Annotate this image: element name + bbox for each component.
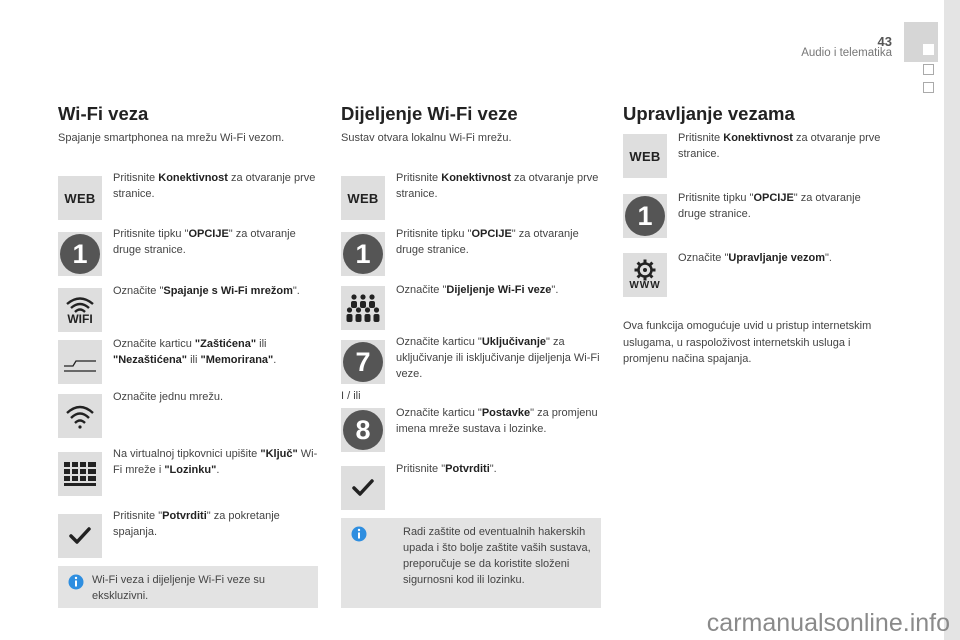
col2-title: Dijeljenje Wi-Fi veze (341, 103, 518, 124)
tab-icon[interactable] (58, 340, 102, 384)
col3-step-3: Označite "Upravljanje vezom". (678, 252, 832, 264)
wifi-icon[interactable] (58, 394, 102, 438)
col2-note-text: Radi zaštite od eventualnih hakerskih upada i što bolje zaštite vaših sustava, preporučuje se da koristite složeni sigurnosni kod ili lozinku. (403, 526, 591, 586)
checkmark-icon[interactable] (341, 466, 385, 510)
col2-step-3: Označite "Dijeljenje Wi-Fi veze". (396, 284, 559, 296)
check-icon (352, 479, 374, 497)
keyboard-icon[interactable] (58, 452, 102, 496)
nav-square[interactable] (923, 82, 934, 93)
page-section: Audio i telematika (801, 47, 892, 59)
checkmark-icon[interactable] (58, 514, 102, 558)
wifi-waves-icon (65, 403, 95, 429)
info-icon (68, 574, 84, 590)
keyboard-grid-icon (63, 461, 97, 487)
col1-info-note (58, 566, 318, 608)
number-7-icon[interactable]: 7 (341, 340, 385, 384)
col3-step-1: Pritisnite Konektivnost za otvaranje prve stranice. (678, 132, 881, 160)
check-icon (69, 527, 91, 545)
col2-step-4: Označite karticu "Uključivanje" za uključivanje ili isključivanje dijeljenja Wi-Fi veze. (396, 336, 600, 380)
col1-title: Wi-Fi veza (58, 103, 149, 124)
web-icon[interactable]: WEB (58, 176, 102, 220)
page-number: 43 (877, 34, 892, 49)
col2-step-5: Označite karticu "Postavke" za promjenu imena mreže sustava i lozinke. (396, 407, 598, 435)
page-edge-strip (944, 0, 960, 640)
col2-step-6: Pritisnite "Potvrditi". (396, 463, 497, 475)
col1-step-1: Pritisnite Konektivnost za otvaranje prve stranice. (113, 172, 316, 200)
col1-step-6: Na virtualnoj tipkovnici upišite "Ključ" Wi-Fi mreže i "Lozinku". (113, 448, 318, 476)
gear-icon (634, 259, 656, 281)
col2-step-1: Pritisnite Konektivnost za otvaranje prve stranice. (396, 172, 599, 200)
nav-square[interactable] (923, 64, 934, 75)
www-settings-icon[interactable] (623, 253, 667, 297)
col1-step-7: Pritisnite "Potvrditi" za pokretanje spajanja. (113, 510, 280, 538)
col1-intro: Spajanje smartphonea na mrežu Wi-Fi vezom. (58, 132, 285, 144)
wifi-label-icon[interactable] (58, 288, 102, 332)
col3-step-2: Pritisnite tipku "OPCIJE" za otvaranje druge stranice. (678, 192, 861, 220)
watermark: carmanualsonline.info (706, 609, 950, 637)
col1-step-5: Označite jednu mrežu. (113, 391, 224, 403)
tab-shape-icon (63, 351, 97, 373)
col2-intro: Sustav otvara lokalnu Wi-Fi mrežu. (341, 132, 512, 144)
col1-step-4: Označite karticu "Zaštićena" ili "Nezaštićena" ili "Memorirana". (113, 338, 277, 366)
col1-note-text: Wi-Fi veza i dijeljenje Wi-Fi veze su ekskluzivni. (92, 574, 265, 602)
number-1-icon[interactable]: 1 (341, 232, 385, 276)
col2-step-2: Pritisnite tipku "OPCIJE" za otvaranje druge stranice. (396, 228, 579, 256)
col3-paragraph: Ova funkcija omogućuje uvid u pristup internetskim uslugama, u raspoloživost internetskih usluga i promjenu načina spajanja. (623, 320, 872, 365)
or-label: I / ili (341, 390, 361, 402)
chapter-tab[interactable] (904, 22, 938, 62)
wifi-icon-label: WIFI (67, 311, 93, 326)
www-icon-label: WWW (629, 280, 661, 291)
info-icon (351, 526, 367, 542)
number-1-icon[interactable]: 1 (58, 232, 102, 276)
web-icon[interactable]: WEB (623, 134, 667, 178)
people-icon (345, 293, 381, 323)
col3-title: Upravljanje vezama (623, 103, 795, 124)
people-share-icon[interactable] (341, 286, 385, 330)
web-icon[interactable]: WEB (341, 176, 385, 220)
nav-square-active[interactable] (923, 44, 934, 55)
col2-info-note (341, 518, 601, 608)
col1-step-3: Označite "Spajanje s Wi-Fi mrežom". (113, 285, 300, 297)
number-1-icon[interactable]: 1 (623, 194, 667, 238)
col1-step-2: Pritisnite tipku "OPCIJE" za otvaranje druge stranice. (113, 228, 296, 256)
number-8-icon[interactable]: 8 (341, 408, 385, 452)
